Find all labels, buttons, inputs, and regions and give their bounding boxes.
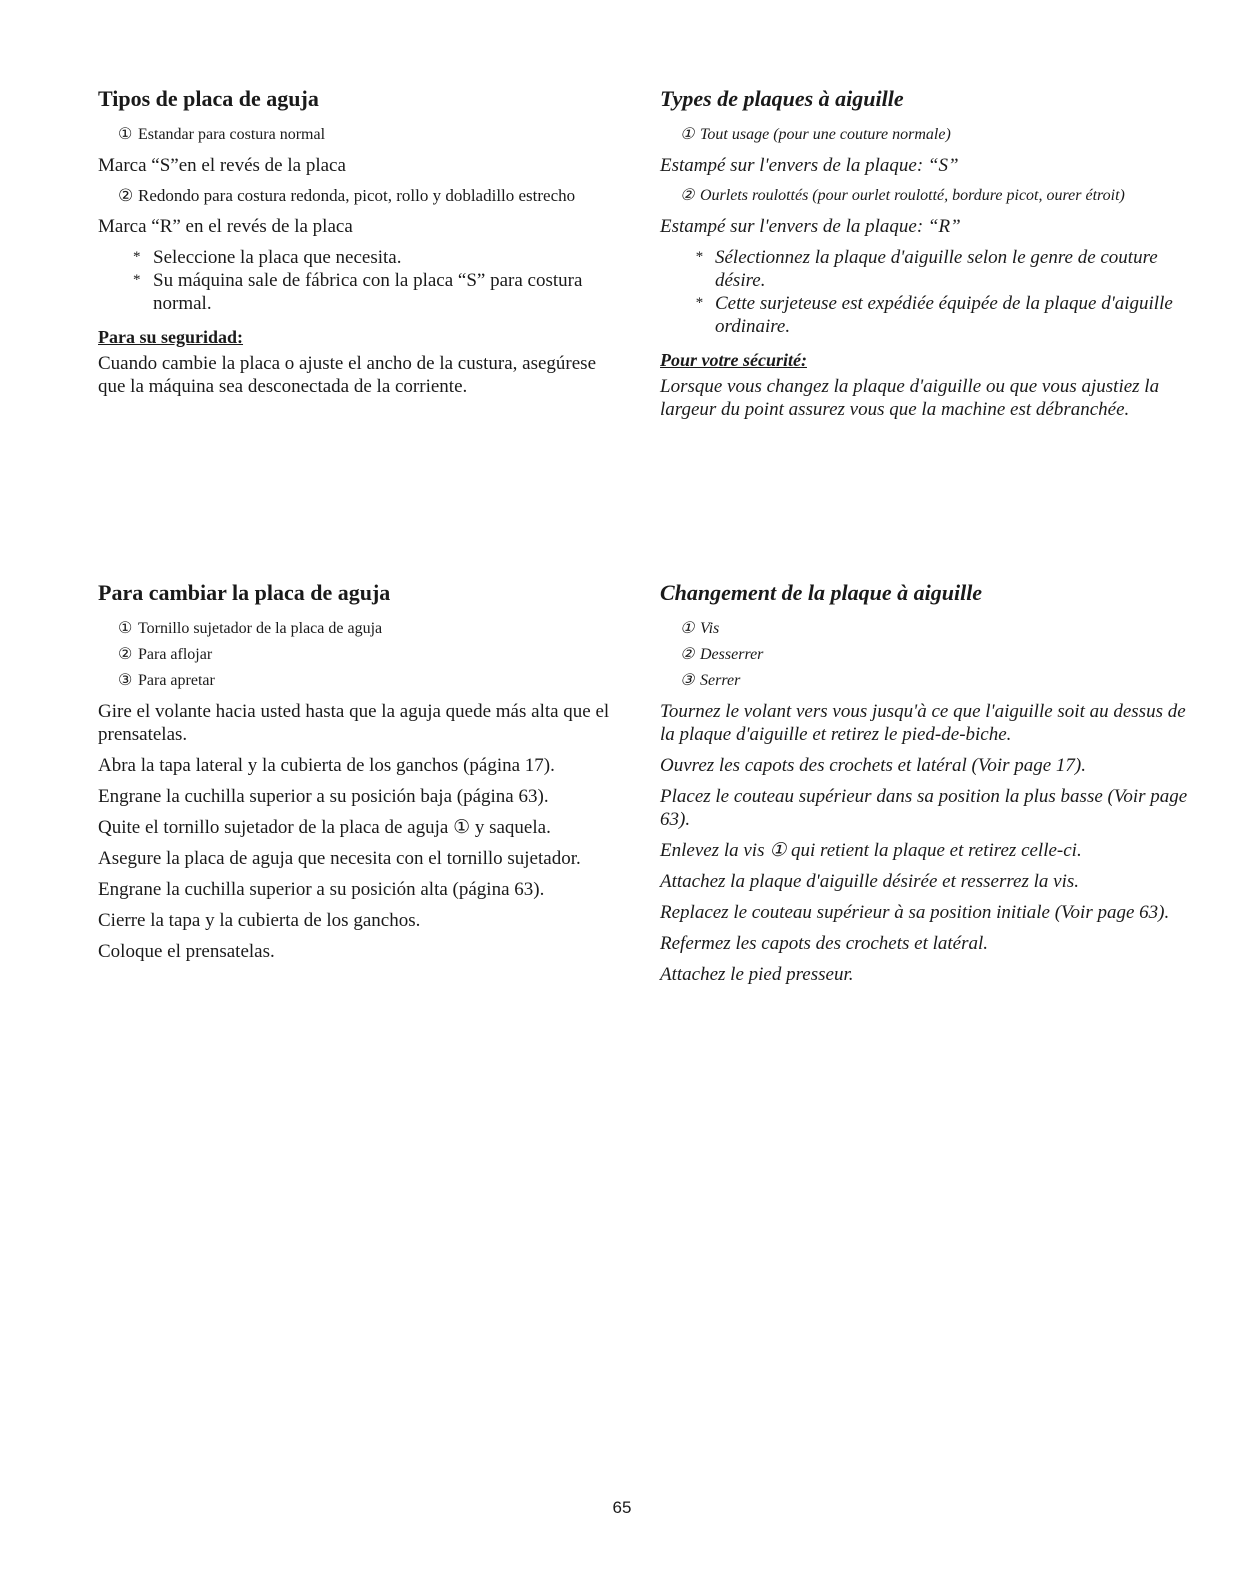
step-text: Attachez la plaque d'aiguille désirée et resserrez la vis. — [660, 871, 1079, 893]
note-list — [98, 246, 618, 315]
step-text: Abra la tapa lateral y la cubierta de los ganchos (página 17). — [98, 755, 555, 777]
es-plate-types-section — [98, 86, 618, 406]
list-item: ① Vis — [680, 620, 720, 638]
step-text: Tournez le volant vers vous jusqu'à ce que l'aiguille soit au dessus de la plaque d'aiguille et retirez le pied-de-biche. — [660, 701, 1186, 746]
section-title: Tipos de placa de aguja — [98, 86, 319, 111]
note-item: * Cette surjeteuse est expédiée équipée de la plaque d'aiguille ordinaire. — [695, 293, 1173, 338]
step-text: Gire el volante hacia usted hasta que la aguja quede más alta que el prensatelas. — [98, 701, 610, 746]
section-title: Para cambiar la placa de aguja — [98, 580, 391, 605]
safety-heading: Pour votre sécurité: — [660, 350, 807, 371]
step-text: Coloque el prensatelas. — [98, 941, 275, 963]
note-item: * Sélectionnez la plaque d'aiguille selon le genre de couture désire. — [695, 247, 1158, 292]
parts-list — [660, 618, 1190, 692]
fr-change-plate-section — [660, 580, 1190, 994]
note-list — [660, 246, 1190, 338]
list-item: ③ Serrer — [680, 672, 741, 690]
es-change-plate-section — [98, 580, 628, 971]
step-text: Engrane la cuchilla superior a su posición alta (página 63). — [98, 879, 545, 901]
safety-text: Lorsque vous changez la plaque d'aiguille ou que vous ajustiez la largeur du point assurez vous que la machine est débranchée. — [660, 376, 1160, 421]
step-text: Refermez les capots des crochets et latéral. — [660, 933, 989, 955]
list-item: ① Tornillo sujetador de la placa de aguja — [118, 620, 383, 638]
section-title: Changement de la plaque à aiguille — [660, 580, 983, 605]
plate-mark-text: Estampé sur l'envers de la plaque: “S” — [660, 155, 959, 177]
list-item: ② Para aflojar — [118, 646, 213, 664]
plate-mark-text: Estampé sur l'envers de la plaque: “R” — [660, 216, 961, 238]
page-number: 65 — [612, 1498, 632, 1517]
step-text: Quite el tornillo sujetador de la placa de aguja ① y saquela. — [98, 817, 551, 839]
plate-mark-text: Marca “R” en el revés de la placa — [98, 216, 353, 238]
note-item: * Su máquina sale de fábrica con la placa “S” para costura normal. — [133, 270, 583, 315]
list-item: ② Redondo para costura redonda, picot, rollo y dobladillo estrecho — [118, 186, 576, 206]
list-item: ① Estandar para costura normal — [118, 126, 326, 144]
note-item: * Seleccione la placa que necesita. — [133, 247, 402, 269]
step-text: Engrane la cuchilla superior a su posición baja (página 63). — [98, 786, 549, 808]
list-item: ③ Para apretar — [118, 672, 215, 690]
step-text: Attachez le pied presseur. — [660, 964, 854, 986]
plate-mark-text: Marca “S”en el revés de la placa — [98, 155, 346, 177]
list-item: ② Desserrer — [680, 646, 764, 664]
step-text: Replacez le couteau supérieur à sa position initiale (Voir page 63). — [660, 902, 1170, 924]
step-text: Enlevez la vis ① qui retient la plaque et retirez celle-ci. — [660, 840, 1082, 862]
step-text: Placez le couteau supérieur dans sa position la plus basse (Voir page 63). — [660, 786, 1188, 831]
section-title: Types de plaques à aiguille — [660, 86, 904, 111]
fr-plate-types-section — [660, 86, 1190, 429]
list-item: ② Ourlets roulottés (pour ourlet roulotté, bordure picot, ourer étroit) — [680, 187, 1125, 205]
safety-text: Cuando cambie la placa o ajuste el ancho de la custura, asegúrese que la máquina sea desconectada de la corriente. — [98, 353, 597, 398]
safety-heading: Para su seguridad: — [98, 327, 244, 348]
step-text: Asegure la placa de aguja que necesita con el tornillo sujetador. — [98, 848, 581, 870]
parts-list — [98, 618, 628, 692]
list-item: ① Tout usage (pour une couture normale) — [680, 126, 951, 144]
step-text: Cierre la tapa y la cubierta de los ganchos. — [98, 910, 421, 932]
step-text: Ouvrez les capots des crochets et latéral (Voir page 17). — [660, 755, 1087, 777]
